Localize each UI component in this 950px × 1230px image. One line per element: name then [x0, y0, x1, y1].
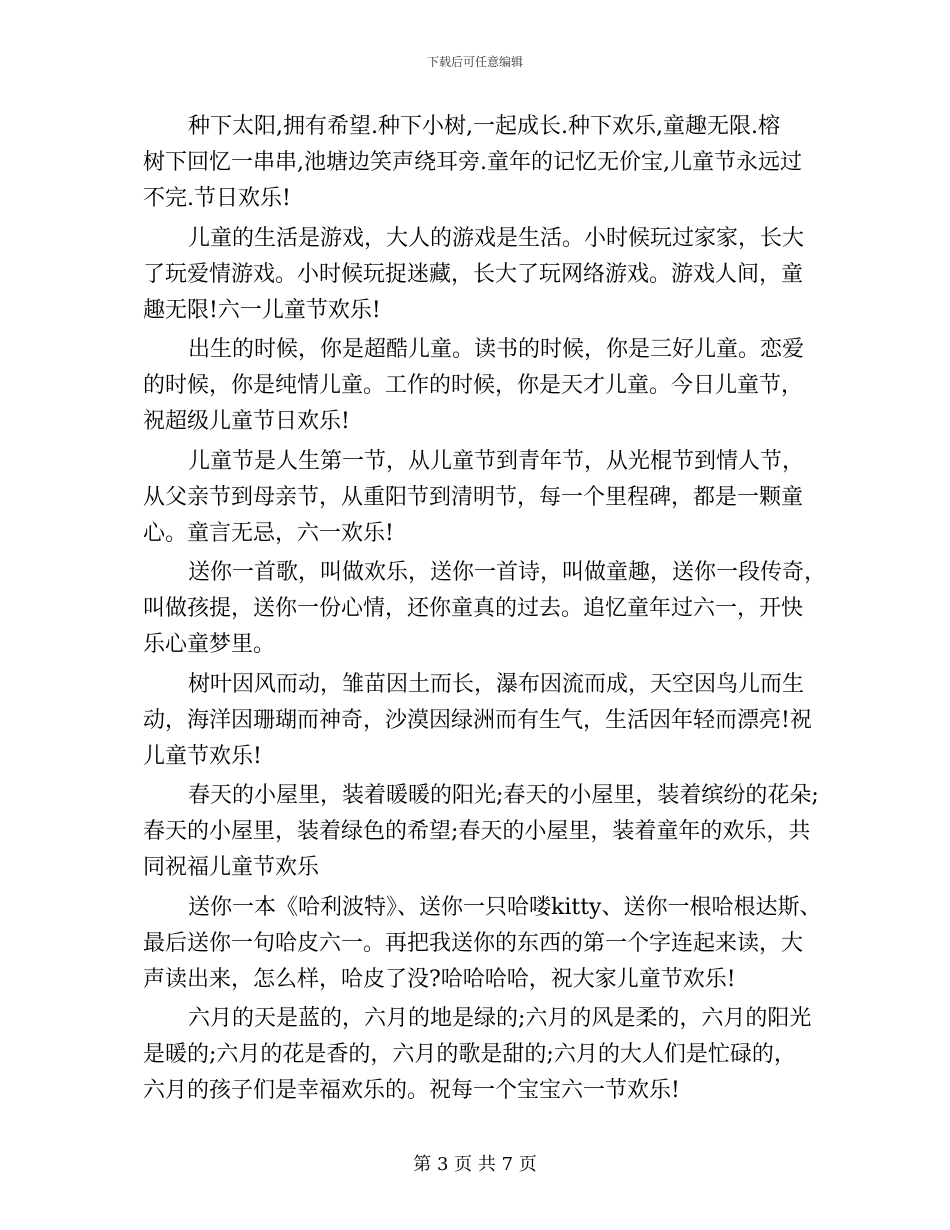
text-line: 乐心童梦里。 — [143, 632, 276, 657]
page-number-footer: 第 3 页 共 7 页 — [413, 1154, 537, 1175]
document-body — [143, 109, 923, 1113]
text-line: 声读出来，怎么样，哈皮了没?哈哈哈哈，祝大家儿童节欢乐! — [143, 966, 736, 992]
paragraph — [143, 444, 923, 552]
paragraph — [143, 890, 923, 998]
text-line: 儿童节欢乐! — [143, 743, 262, 769]
text-line: 树叶因风而动，雏苗因土而长，瀑布因流而成，天空因鸟儿而生 — [188, 671, 805, 697]
text-line: 树下回忆一串串,池塘边笑声绕耳旁.童年的记忆无价宝,儿童节永远过 — [143, 150, 802, 175]
text-line: 的时候，你是纯情儿童。工作的时候，你是天才儿童。今日儿童节， — [143, 373, 804, 398]
text-line: 春天的小屋里，装着绿色的希望;春天的小屋里，装着童年的欢乐，共 — [143, 819, 811, 844]
text-line: 春天的小屋里，装着暖暖的阳光;春天的小屋里，装着缤纷的花朵; — [188, 783, 819, 808]
text-line: 六月的天是蓝的，六月的地是绿的;六月的风是柔的，六月的阳光 — [188, 1006, 812, 1031]
paragraph — [143, 555, 923, 663]
text-line: 动，海洋因珊瑚而神奇，沙漠因绿洲而有生气，生活因年轻而漂亮!祝 — [143, 707, 812, 733]
text-line: 是暖的;六月的花是香的，六月的歌是甜的;六月的大人们是忙碌的， — [143, 1042, 796, 1067]
paragraph — [143, 778, 923, 886]
paragraph — [143, 667, 923, 775]
text-line: 趣无限!六一儿童节欢乐! — [143, 297, 381, 323]
text-line: 送你一本《哈利波特》、送你一只哈喽kitty、送你一根哈根达斯、 — [188, 894, 822, 920]
paragraph — [143, 109, 923, 217]
text-line: 从父亲节到母亲节，从重阳节到清明节，每一个里程碑，都是一颗童 — [143, 484, 804, 510]
text-line: 最后送你一句哈皮六一。再把我送你的东西的第一个字连起来读，大 — [143, 930, 804, 956]
paragraph — [143, 332, 923, 440]
page-header-note: 下载后可任意编辑 — [426, 55, 523, 69]
text-line: 种下太阳,拥有希望.种下小树,一起成长.种下欢乐,童趣无限.榕 — [188, 114, 780, 139]
text-line: 送你一首歌，叫做欢乐，送你一首诗，叫做童趣，送你一段传奇， — [188, 560, 827, 585]
text-line: 儿童节是人生第一节，从儿童节到青年节，从光棍节到情人节， — [188, 448, 805, 474]
text-line: 儿童的生活是游戏，大人的游戏是生活。小时候玩过家家，长大 — [188, 225, 805, 251]
text-line: 心。童言无忌，六一欢乐! — [143, 520, 394, 546]
paragraph — [143, 1001, 923, 1109]
text-line: 出生的时候，你是超酷儿童。读书的时候，你是三好儿童。恋爱 — [188, 337, 805, 362]
text-line: 不完.节日欢乐! — [143, 186, 291, 211]
text-line: 了玩爱情游戏。小时候玩捉迷藏，长大了玩网络游戏。游戏人间，童 — [143, 261, 804, 287]
text-line: 叫做孩提，送你一份心情，还你童真的过去。追忆童年过六一，开快 — [143, 596, 804, 621]
text-line: 祝超级儿童节日欢乐! — [143, 409, 350, 434]
text-line: 六月的孩子们是幸福欢乐的。祝每一个宝宝六一节欢乐! — [143, 1078, 680, 1103]
text-line: 同祝福儿童节欢乐 — [143, 855, 320, 880]
paragraph — [143, 221, 923, 329]
